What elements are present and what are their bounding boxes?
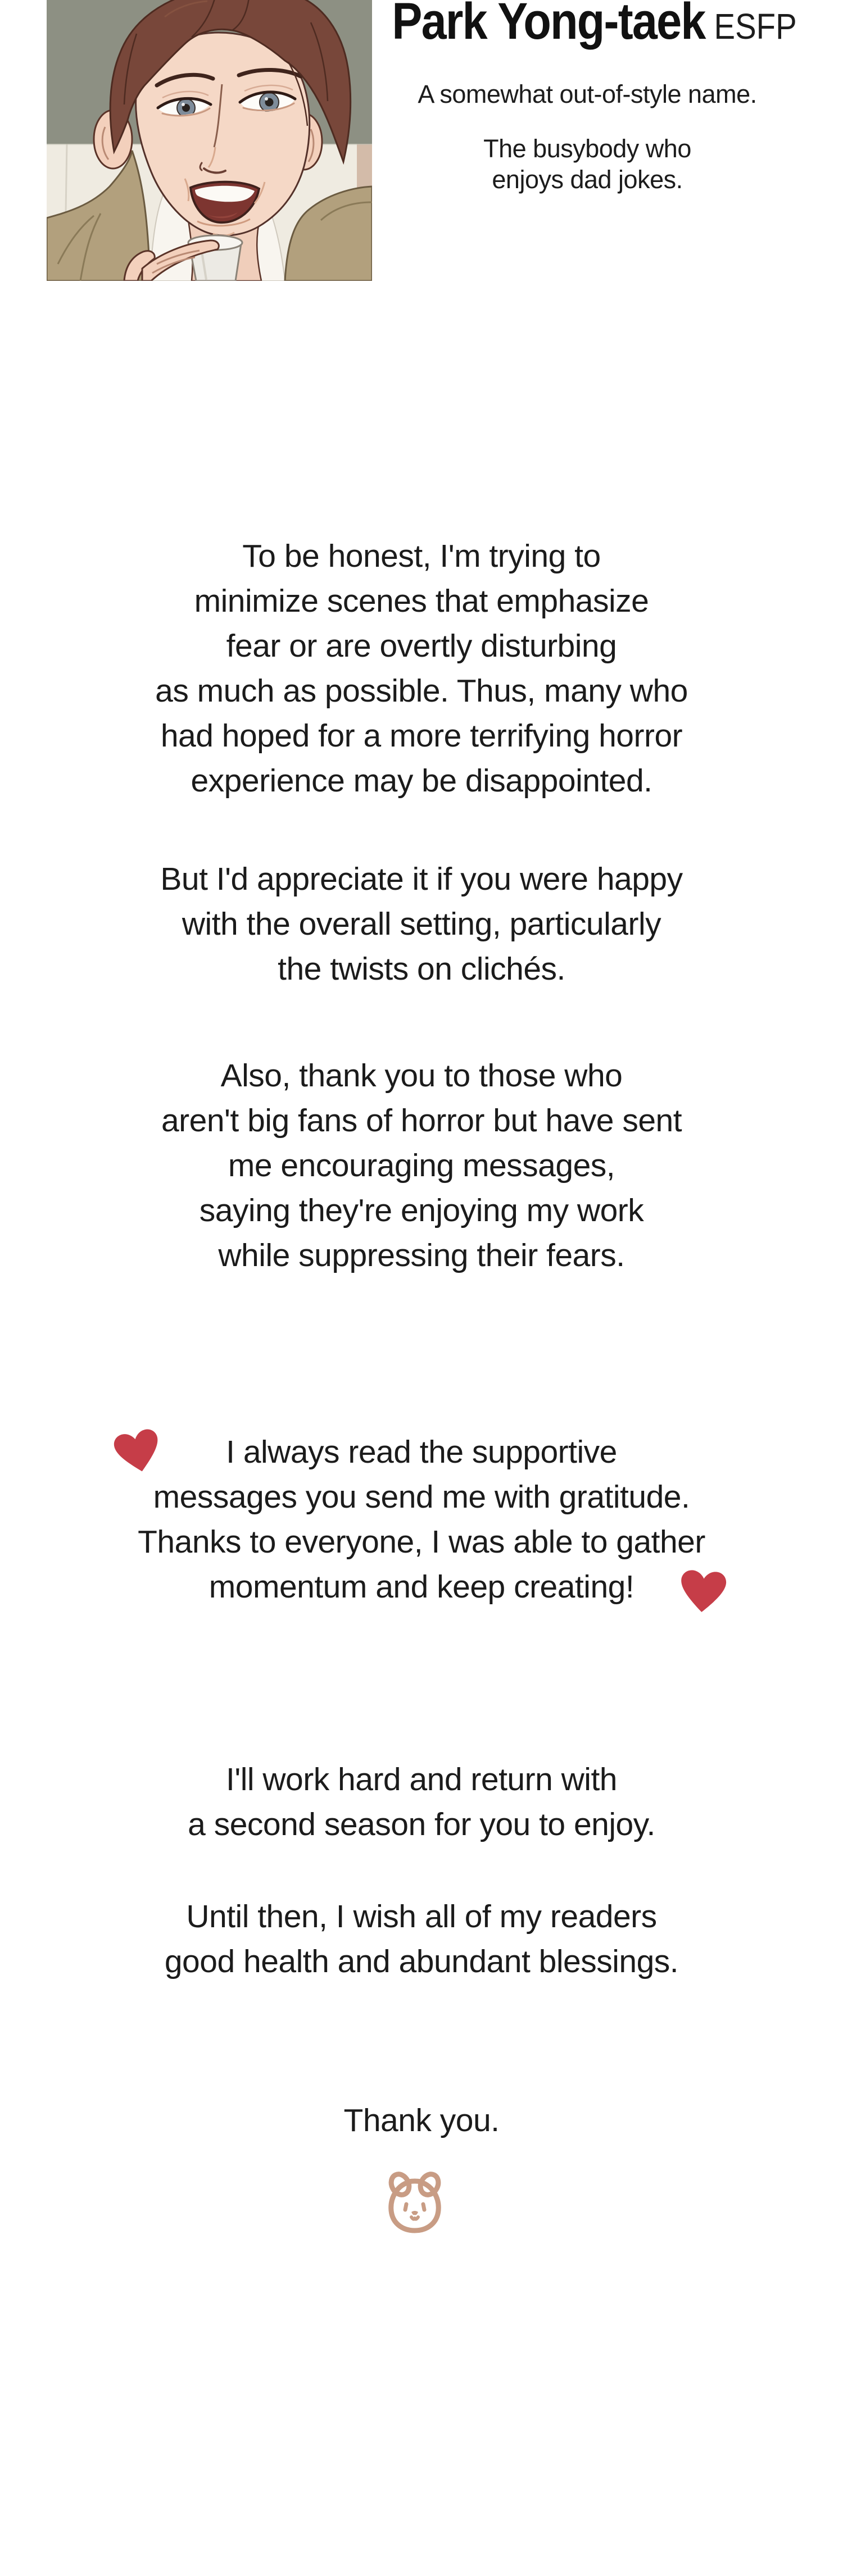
afterword-paragraph-3 [0, 1053, 843, 1278]
paragraph-line: me encouraging messages, [228, 1148, 615, 1184]
portrait-illustration [47, 0, 372, 281]
description-line: The busybody who [483, 134, 691, 163]
paragraph-line: good health and abundant blessings. [164, 1944, 679, 1979]
afterword-paragraph-6 [0, 1894, 843, 1984]
paragraph-line: To be honest, I'm trying to [242, 538, 601, 574]
paragraph-line: messages you send me with gratitude. [153, 1479, 690, 1515]
paragraph-line: had hoped for a more terrifying horror [160, 718, 683, 754]
paragraph-line: as much as possible. Thus, many who [155, 673, 688, 709]
character-subtitle: A somewhat out-of-style name. [418, 80, 757, 108]
character-name: Park Yong-taek [392, 0, 705, 50]
paragraph-line: with the overall setting, particularly [182, 906, 661, 942]
paragraph-line: Until then, I wish all of my readers [186, 1899, 657, 1935]
bear-mascot-icon [386, 2170, 444, 2238]
paragraph-line: But I'd appreciate it if you were happy [160, 861, 683, 897]
paragraph-line: aren't big fans of horror but have sent [161, 1103, 682, 1139]
paragraph-line: saying they're enjoying my work [199, 1193, 644, 1228]
character-mbti-badge: ESFP [714, 6, 797, 47]
paragraph-line: Also, thank you to those who [220, 1058, 623, 1094]
paragraph-line: experience may be disappointed. [191, 763, 652, 799]
closing-thanks: Thank you. [343, 2102, 500, 2138]
portrait-image [47, 0, 372, 281]
description-line: enjoys dad jokes. [492, 165, 683, 194]
afterword-paragraph-2 [0, 857, 843, 991]
paragraph-line: I'll work hard and return with [225, 1762, 618, 1797]
paragraph-line: minimize scenes that emphasize [194, 583, 649, 619]
paragraph-line: I always read the supportive [226, 1434, 617, 1470]
heart-icon [674, 1563, 732, 1619]
paragraph-line: fear or are overtly disturbing [226, 628, 617, 664]
paragraph-line: while suppressing their fears. [218, 1237, 625, 1273]
paragraph-line: momentum and keep creating! [209, 1569, 634, 1605]
character-description [365, 133, 809, 195]
afterword-paragraph-5 [0, 1757, 843, 1847]
paragraph-line: Thanks to everyone, I was able to gather [138, 1524, 705, 1560]
paragraph-line: the twists on clichés. [278, 951, 565, 987]
afterword-paragraph-1 [0, 534, 843, 803]
paragraph-line: a second season for you to enjoy. [188, 1806, 655, 1842]
character-title [392, 0, 797, 51]
heart-icon [106, 1419, 169, 1482]
